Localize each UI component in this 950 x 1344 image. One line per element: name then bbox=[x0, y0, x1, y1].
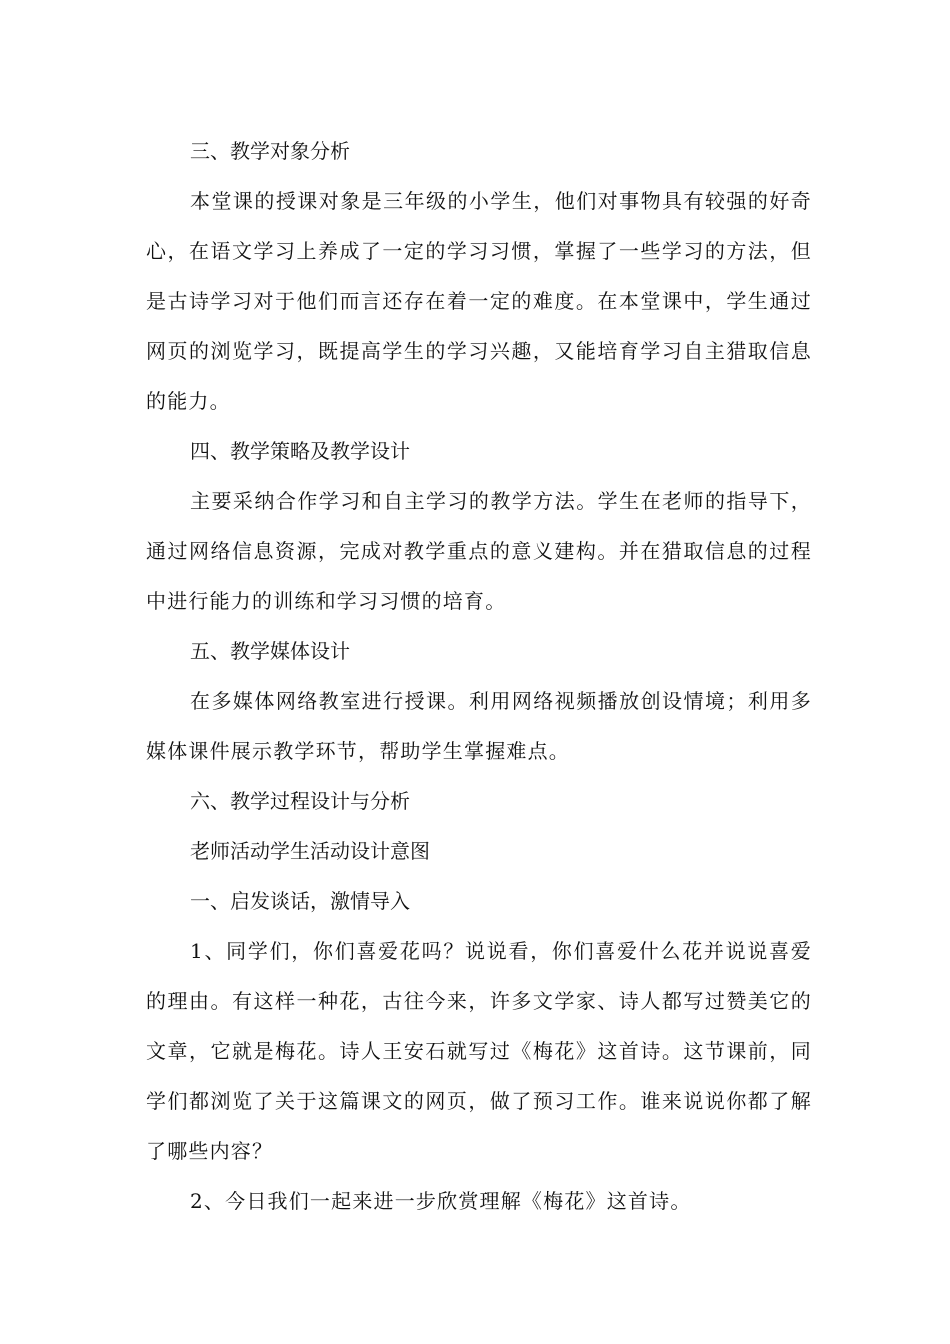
section-heading-media-design: 五、教学媒体设计 bbox=[190, 639, 350, 663]
section-heading-teaching-object-analysis: 三、教学对象分析 bbox=[190, 139, 350, 163]
paragraph-teaching-method: 主要采纳合作学习和自主学习的教学方法。学生在老师的指导下，通过网络信息资源，完成对教学重点的意义建构。并在猎取信息的过程中进行能力的训练和学习习惯的培育。 bbox=[146, 489, 812, 613]
section-heading-teaching-strategy: 四、教学策略及教学设计 bbox=[190, 439, 410, 463]
paragraph-student-analysis: 本堂课的授课对象是三年级的小学生，他们对事物具有较强的好奇心，在语文学习上养成了一定的学习习惯，掌握了一些学习的方法，但是古诗学习对于他们而言还存在着一定的难度。在本堂课中，学生通过网页的浏览学习，既提高学生的学习兴趣，又能培育学习自主猎取信息的能力。 bbox=[146, 189, 812, 413]
paragraph-introduction-step-2: 2、今日我们一起来进一步欣赏理解《梅花》这首诗。 bbox=[190, 1189, 692, 1213]
subsection-heading-introduction: 一、启发谈话，激情导入 bbox=[190, 889, 410, 913]
table-header-line: 老师活动学生活动设计意图 bbox=[190, 839, 430, 863]
document-body bbox=[146, 126, 812, 1226]
section-heading-process-design: 六、教学过程设计与分析 bbox=[190, 789, 410, 813]
paragraph-media-design: 在多媒体网络教室进行授课。利用网络视频播放创设情境；利用多媒体课件展示教学环节，帮助学生掌握难点。 bbox=[146, 689, 812, 763]
paragraph-introduction-step-1: 1、同学们，你们喜爱花吗？说说看，你们喜爱什么花并说说喜爱的理由。有这样一种花，古往今来，许多文学家、诗人都写过赞美它的文章，它就是梅花。诗人王安石就写过《梅花》这首诗。这节课前，同学们都浏览了关于这篇课文的网页，做了预习工作。谁来说说你都了解了哪些内容？ bbox=[146, 939, 812, 1163]
